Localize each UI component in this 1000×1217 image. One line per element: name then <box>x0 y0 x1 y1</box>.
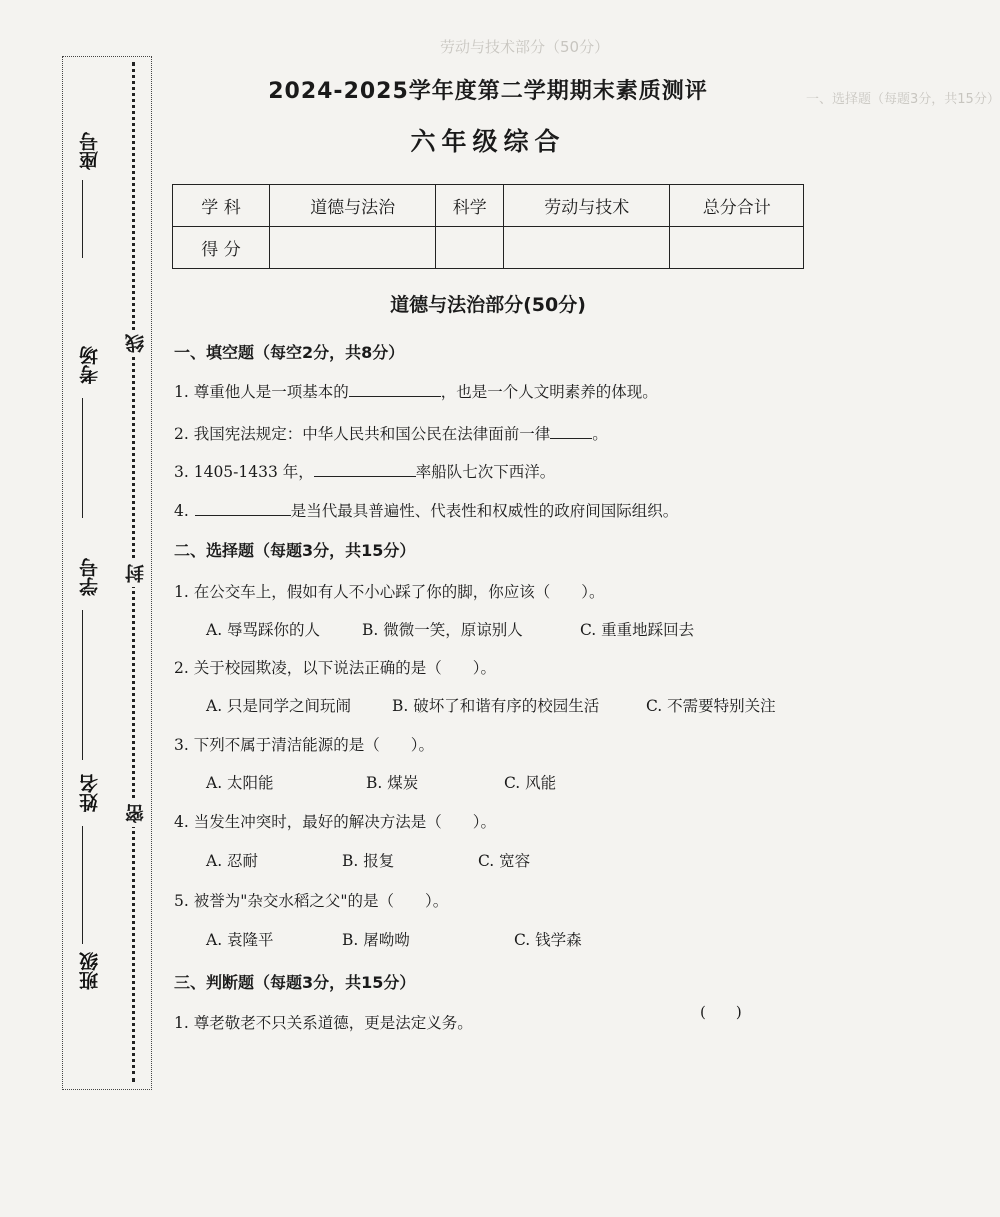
seal-mark: 封 <box>122 560 149 587</box>
fill-question-1: 1. 尊重他人是一项基本的 ，也是一个人文明素养的体现。 <box>174 383 658 401</box>
choice-1-option-c[interactable]: C. 重重地踩回去 <box>580 621 695 639</box>
choice-5-option-a[interactable]: A. 袁隆平 <box>206 931 274 949</box>
fill-blank-2[interactable] <box>550 424 592 439</box>
choice-1-option-b[interactable]: B. 微微一笑，原谅别人 <box>362 621 523 639</box>
choice-question-5: 5. 被誉为"杂交水稻之父"的是（ ）。 <box>174 892 449 910</box>
choice-question-3: 3. 下列不属于清洁能源的是（ ）。 <box>174 736 434 754</box>
score-cell-total[interactable] <box>670 227 804 269</box>
fill-question-3: 3. 1405-1433 年， 率船队七次下西洋。 <box>174 463 556 481</box>
col-science: 科学 <box>436 185 504 227</box>
choice-4-option-b[interactable]: B. 报复 <box>342 852 395 870</box>
score-table <box>172 184 804 269</box>
line-mark: 线 <box>122 330 149 357</box>
seat-blank[interactable] <box>82 180 83 258</box>
choice-2-option-c[interactable]: C. 不需要特别关注 <box>646 697 776 715</box>
exam-room-label: 考场 <box>79 346 101 384</box>
col-labor-tech: 劳动与技术 <box>504 185 670 227</box>
fill-blank-4[interactable] <box>195 501 291 516</box>
col-total: 总分合计 <box>670 185 804 227</box>
judge-answer-1[interactable]: ( ) <box>700 1003 742 1021</box>
student-id-label: 学号 <box>79 558 101 596</box>
choice-5-option-c[interactable]: C. 钱学森 <box>514 931 582 949</box>
bleed-through-line: 一、选择题（每题3分，共15分） <box>806 92 1000 107</box>
fill-blank-1[interactable] <box>349 382 441 397</box>
judge-question-1: 1. 尊老敬老不只关系道德，更是法定义务。 <box>174 1014 473 1032</box>
fill-question-4: 4. 是当代最具普遍性、代表性和权威性的政府间国际组织。 <box>174 502 679 520</box>
class-label: 班级 <box>79 952 101 990</box>
bleed-through-heading: 劳动与技术部分（50分） <box>440 38 610 56</box>
choice-question-2: 2. 关于校园欺凌，以下说法正确的是（ ）。 <box>174 659 496 677</box>
choice-question-4: 4. 当发生冲突时，最好的解决方法是（ ）。 <box>174 813 496 831</box>
student-id-blank[interactable] <box>82 610 83 760</box>
part3-heading: 三、判断题（每题3分，共15分） <box>174 973 416 992</box>
choice-5-option-b[interactable]: B. 屠呦呦 <box>342 931 410 949</box>
exam-subtitle: 六年级综合 <box>410 127 566 156</box>
score-cell-morality-law[interactable] <box>270 227 436 269</box>
part2-heading: 二、选择题（每题3分，共15分） <box>174 541 416 560</box>
choice-2-option-a[interactable]: A. 只是同学之间玩闹 <box>206 697 352 715</box>
fill-question-2: 2. 我国宪法规定：中华人民共和国公民在法律面前一律 。 <box>174 425 608 443</box>
col-morality-law: 道德与法治 <box>270 185 436 227</box>
choice-4-option-c[interactable]: C. 宽容 <box>478 852 531 870</box>
score-cell-science[interactable] <box>436 227 504 269</box>
section-title: 道德与法治部分(50分) <box>390 294 586 316</box>
choice-3-option-c[interactable]: C. 风能 <box>504 774 557 792</box>
name-blank[interactable] <box>82 826 83 944</box>
choice-question-1: 1. 在公交车上，假如有人不小心踩了你的脚，你应该（ ）。 <box>174 583 605 601</box>
part1-heading: 一、填空题（每空2分，共8分） <box>174 343 405 362</box>
choice-3-option-a[interactable]: A. 太阳能 <box>206 774 274 792</box>
exam-title: 2024-2025学年度第二学期期末素质测评 <box>268 79 708 104</box>
name-label: 姓名 <box>79 774 101 812</box>
choice-3-option-b[interactable]: B. 煤炭 <box>366 774 419 792</box>
fill-blank-3[interactable] <box>314 462 416 477</box>
exam-room-blank[interactable] <box>82 398 83 518</box>
choice-2-option-b[interactable]: B. 破坏了和谐有序的校园生活 <box>392 697 600 715</box>
choice-1-option-a[interactable]: A. 辱骂踩你的人 <box>206 621 321 639</box>
secret-mark: 密 <box>122 800 149 827</box>
subject-label: 学 科 <box>173 185 270 227</box>
score-cell-labor-tech[interactable] <box>504 227 670 269</box>
choice-4-option-a[interactable]: A. 忍耐 <box>206 852 259 870</box>
score-label: 得 分 <box>173 227 270 269</box>
seat-label: 座号 <box>79 132 101 170</box>
